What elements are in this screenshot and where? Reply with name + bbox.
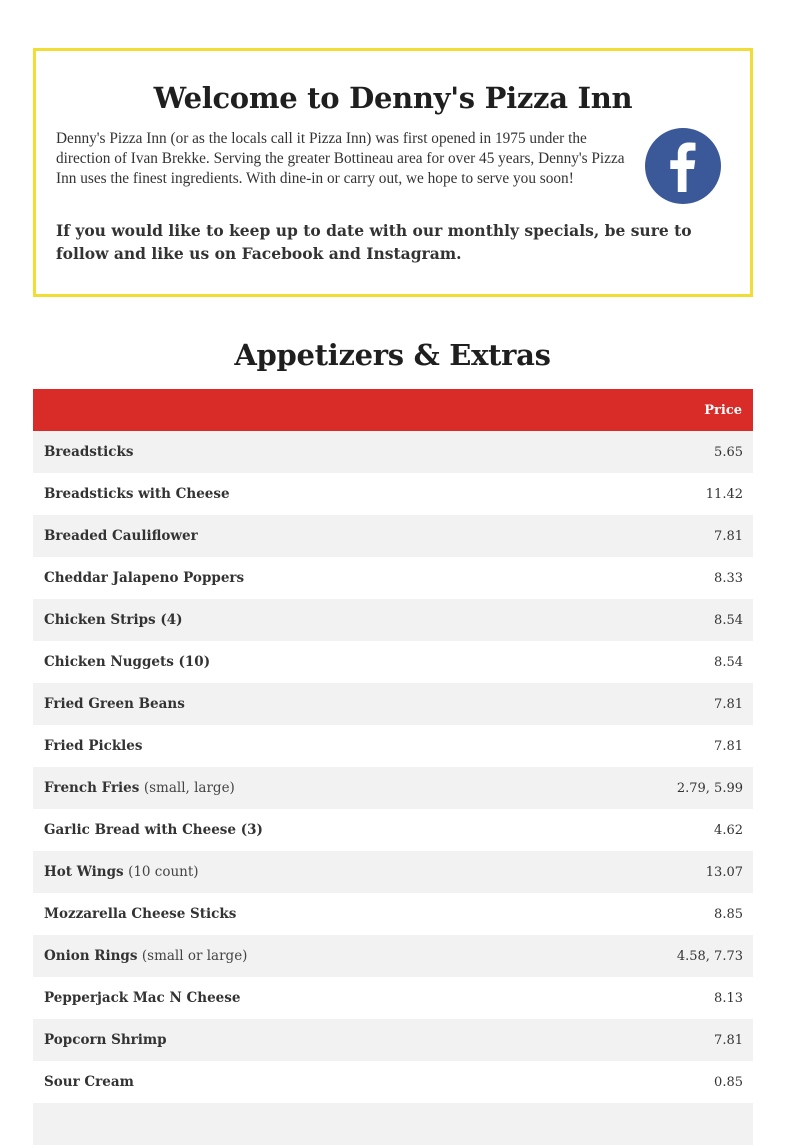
welcome-intro: Denny's Pizza Inn (or as the locals call it Pizza Inn) was first opened in 1975 under the direction of Ivan Brekke. Serving the greater Bottineau area for over 45 years, Denny's Pizza Inn uses the finest ingredients. With dine-in or carry out, we hope to serve you soon!	[56, 130, 625, 187]
item-name	[44, 528, 198, 544]
table-row	[33, 851, 753, 893]
table-header	[33, 389, 753, 431]
item-title: Popcorn Shrimp	[44, 1032, 167, 1048]
item-title: Mozzarella Cheese Sticks	[44, 906, 237, 922]
item-price: 11.42	[705, 486, 743, 502]
item-name	[44, 738, 143, 754]
table-row	[33, 515, 753, 557]
item-price: 8.85	[714, 906, 743, 922]
item-title: French Fries	[44, 780, 140, 796]
section-title-appetizers: Appetizers & Extras	[234, 338, 551, 372]
item-name	[44, 444, 133, 460]
item-title: Hot Wings	[44, 864, 124, 880]
item-title: Fried Pickles	[44, 738, 143, 754]
table-row	[33, 683, 753, 725]
item-title: Chicken Nuggets (10)	[44, 654, 211, 670]
item-title: Fried Green Beans	[44, 696, 185, 712]
menu-rows	[33, 431, 753, 1145]
table-row	[33, 767, 753, 809]
item-price: 2.79, 5.99	[676, 780, 743, 796]
table-row	[33, 557, 753, 599]
item-name	[44, 486, 230, 502]
table-row	[33, 599, 753, 641]
item-price: 5.65	[714, 444, 743, 460]
table-row	[33, 977, 753, 1019]
item-name	[44, 612, 183, 628]
item-price: 7.81	[714, 1032, 743, 1048]
item-title: Pepperjack Mac N Cheese	[44, 990, 241, 1006]
item-name	[44, 990, 240, 1006]
item-price: 7.81	[714, 528, 743, 544]
item-price: 7.81	[714, 738, 743, 754]
item-name	[44, 570, 244, 586]
item-price: 8.54	[714, 654, 743, 670]
item-title: Breadsticks	[44, 444, 134, 460]
table-row	[33, 641, 753, 683]
item-price: 4.58, 7.73	[676, 948, 743, 964]
item-price: 8.33	[714, 570, 743, 586]
item-name	[44, 864, 199, 880]
item-title: Chicken Strips (4)	[44, 612, 183, 628]
item-price: 7.81	[714, 696, 743, 712]
item-title: Cheddar Jalapeno Poppers	[44, 570, 245, 586]
item-price: 8.13	[714, 990, 743, 1006]
table-row	[33, 809, 753, 851]
item-price: 8.54	[714, 612, 743, 628]
item-title: Breaded Cauliflower	[44, 528, 198, 544]
item-price: 13.07	[705, 864, 743, 880]
table-row	[33, 1103, 753, 1145]
table-row	[33, 1061, 753, 1103]
item-name	[44, 948, 247, 964]
appetizers-table	[33, 389, 753, 1145]
item-name	[44, 1032, 167, 1048]
item-name	[44, 906, 236, 922]
table-row	[33, 935, 753, 977]
item-name	[44, 822, 263, 838]
price-column-header: Price	[704, 402, 742, 418]
table-row	[33, 725, 753, 767]
item-name	[44, 654, 210, 670]
item-title: Sour Cream	[44, 1074, 134, 1090]
table-row	[33, 473, 753, 515]
table-row	[33, 1019, 753, 1061]
item-price: 4.62	[714, 822, 743, 838]
item-note: (10 count)	[128, 864, 199, 880]
item-name	[44, 696, 185, 712]
welcome-title: Welcome to Denny's Pizza Inn	[153, 81, 633, 115]
item-note: (small, large)	[143, 780, 235, 796]
facebook-icon[interactable]	[645, 128, 721, 204]
item-note: (small or large)	[141, 948, 248, 964]
follow-message: If you would like to keep up to date with our monthly specials, be sure to follow and like us on Facebook and Instagram.	[56, 221, 692, 263]
welcome-box	[33, 48, 753, 297]
table-row	[33, 431, 753, 473]
item-price: 0.85	[714, 1074, 743, 1090]
item-name	[44, 1074, 134, 1090]
table-row	[33, 893, 753, 935]
item-title: Garlic Bread with Cheese (3)	[44, 822, 263, 838]
item-title: Breadsticks with Cheese	[44, 486, 230, 502]
item-title: Onion Rings	[44, 948, 138, 964]
item-name	[44, 780, 235, 796]
